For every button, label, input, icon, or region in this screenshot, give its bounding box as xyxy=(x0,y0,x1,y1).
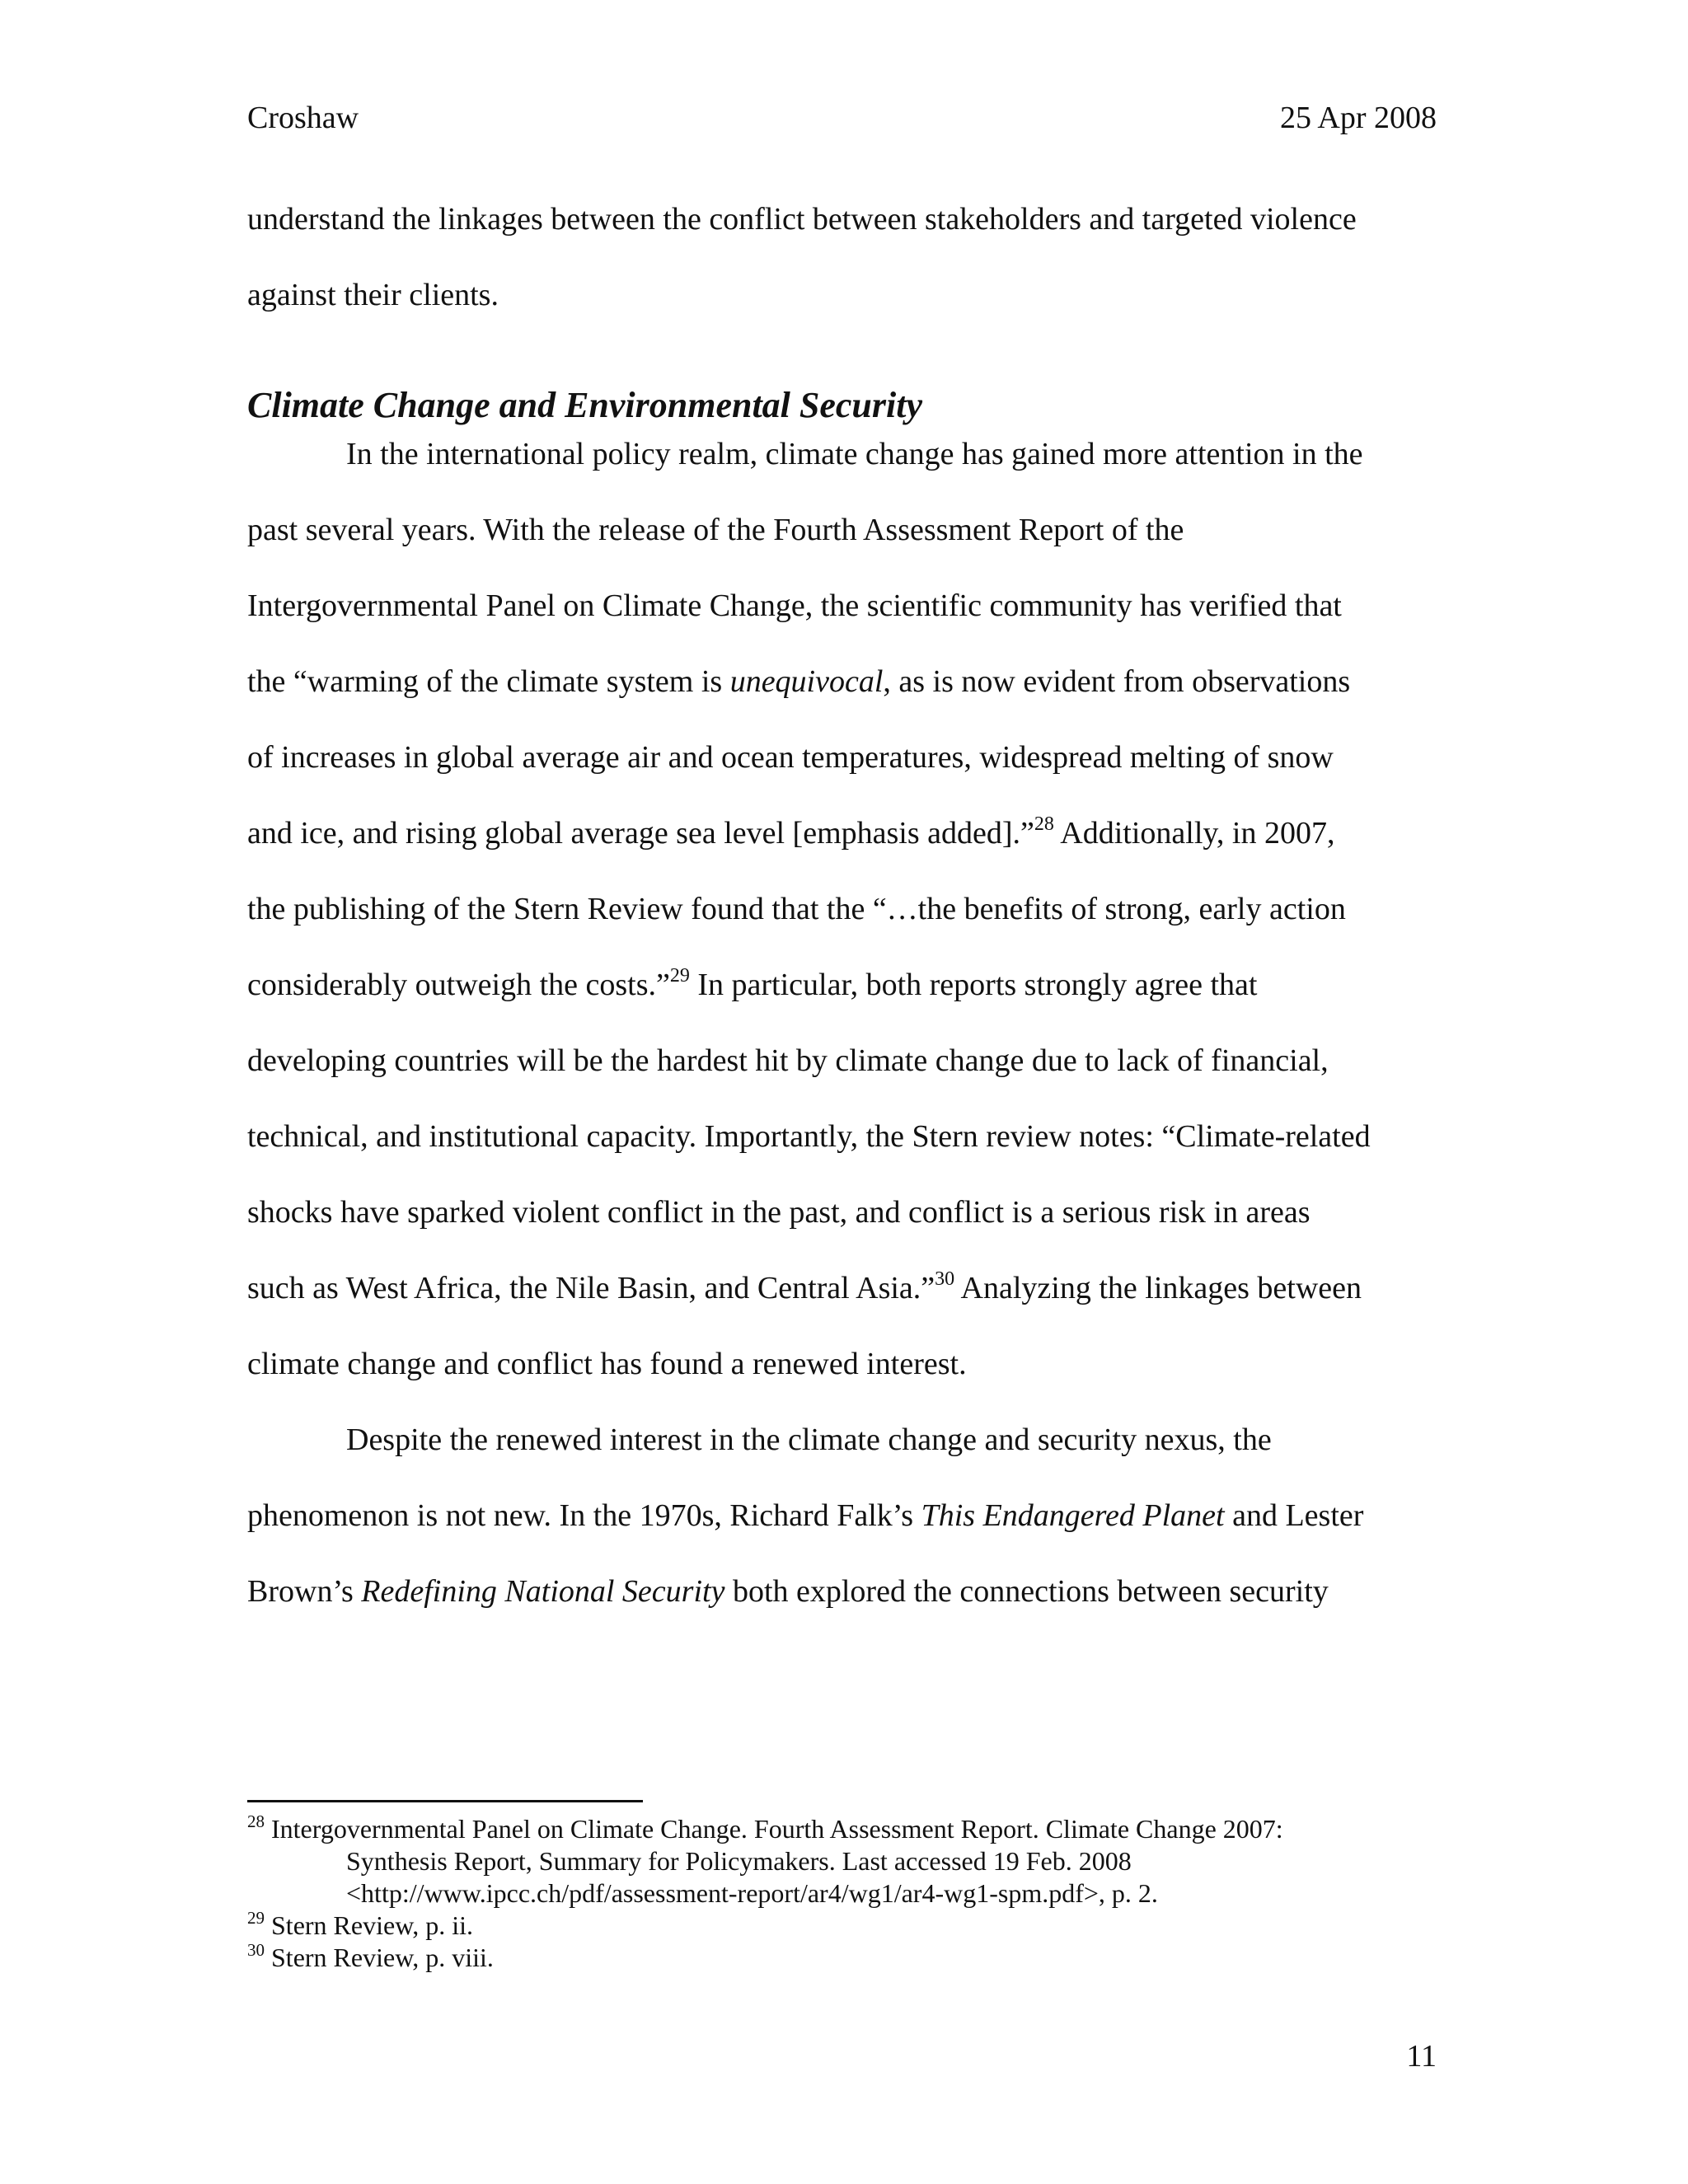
text-run: and ice, and rising global average sea level [emphasis added].” xyxy=(247,816,1034,851)
text-run: and Lester xyxy=(1224,1498,1364,1533)
body-line xyxy=(247,947,1447,1023)
body-line xyxy=(247,644,1447,719)
text-run: Additionally, in 2007, xyxy=(1053,816,1335,851)
body-line: understand the linkages between the conflict between stakeholders and targeted violence xyxy=(247,202,1357,237)
text-run: Analyzing the linkages between xyxy=(954,1271,1362,1305)
body-line: of increases in global average air and ocean temperatures, widespread melting of snow xyxy=(247,740,1334,775)
footnote-url[interactable]: <http://www.ipcc.ch/pdf/assessment-report/ar4/wg1/ar4-wg1-spm.pdf>, p. 2. xyxy=(346,1878,1158,1908)
body-line: past several years. With the release of the Fourth Assessment Report of the xyxy=(247,513,1184,547)
footnote-text: Intergovernmental Panel on Climate Change. Fourth Assessment Report. Climate Change 2007: xyxy=(265,1814,1283,1844)
body-line xyxy=(247,1478,1447,1554)
footnote-29 xyxy=(247,1910,1447,1942)
text-run: considerably outweigh the costs.” xyxy=(247,968,670,1002)
emphasis-unequivocal: unequivocal xyxy=(729,664,884,699)
footnotes xyxy=(247,1813,1447,1974)
book-title-redefining-national-security: Redefining National Security xyxy=(361,1574,725,1609)
running-header-date: 25 Apr 2008 xyxy=(1280,101,1437,135)
intro-paragraph xyxy=(247,181,1447,333)
footnote-text: Synthesis Report, Summary for Policymakers. Last accessed 19 Feb. 2008 xyxy=(346,1846,1132,1876)
footnote-number: 30 xyxy=(247,1940,265,1960)
text-run: phenomenon is not new. In the 1970s, Richard Falk’s xyxy=(247,1498,921,1533)
body-line: the publishing of the Stern Review found that the “…the benefits of strong, early action xyxy=(247,892,1346,926)
body-line: Despite the renewed interest in the climate change and security nexus, the xyxy=(346,1422,1272,1457)
footnote-number: 29 xyxy=(247,1908,265,1928)
body-line xyxy=(247,795,1447,871)
footnote-30 xyxy=(247,1942,1447,1974)
footnote-separator xyxy=(247,1800,643,1802)
footnote-text: Stern Review, p. ii. xyxy=(265,1910,473,1940)
body-line xyxy=(247,1250,1447,1326)
text-run: the “warming of the climate system is xyxy=(247,664,730,699)
text-run: both explored the connections between security xyxy=(724,1574,1329,1609)
book-title-this-endangered-planet: This Endangered Planet xyxy=(921,1498,1225,1533)
page-number: 11 xyxy=(1406,2039,1437,2074)
footnote-ref-29[interactable]: 29 xyxy=(669,965,690,987)
text-run: such as West Africa, the Nile Basin, and Central Asia.” xyxy=(247,1271,935,1305)
body-line: Intergovernmental Panel on Climate Change, the scientific community has verified that xyxy=(247,588,1342,623)
body-line: against their clients. xyxy=(247,278,499,312)
paragraph-2 xyxy=(247,1402,1447,1629)
footnote-number: 28 xyxy=(247,1811,265,1831)
body-line: In the international policy realm, climate change has gained more attention in the xyxy=(346,437,1363,471)
text-run: , as is now evident from observations xyxy=(883,664,1351,699)
footnote-ref-30[interactable]: 30 xyxy=(935,1268,955,1290)
text-run: In particular, both reports strongly agree that xyxy=(689,968,1258,1002)
text-run: Brown’s xyxy=(247,1574,362,1609)
body-line: climate change and conflict has found a renewed interest. xyxy=(247,1347,967,1381)
running-header-author: Croshaw xyxy=(247,101,359,135)
footnote-ref-28[interactable]: 28 xyxy=(1034,813,1054,835)
body-line: developing countries will be the hardest hit by climate change due to lack of financial, xyxy=(247,1043,1329,1078)
footnote-text: Stern Review, p. viii. xyxy=(265,1943,494,1972)
paragraph-1 xyxy=(247,416,1447,1402)
section-heading: Climate Change and Environmental Security xyxy=(247,385,923,425)
body-line: shocks have sparked violent conflict in the past, and conflict is a serious risk in areas xyxy=(247,1195,1311,1230)
footnote-28 xyxy=(247,1813,1447,1845)
body-line: technical, and institutional capacity. Importantly, the Stern review notes: “Climate-related xyxy=(247,1119,1371,1154)
body-line xyxy=(247,1554,1447,1629)
